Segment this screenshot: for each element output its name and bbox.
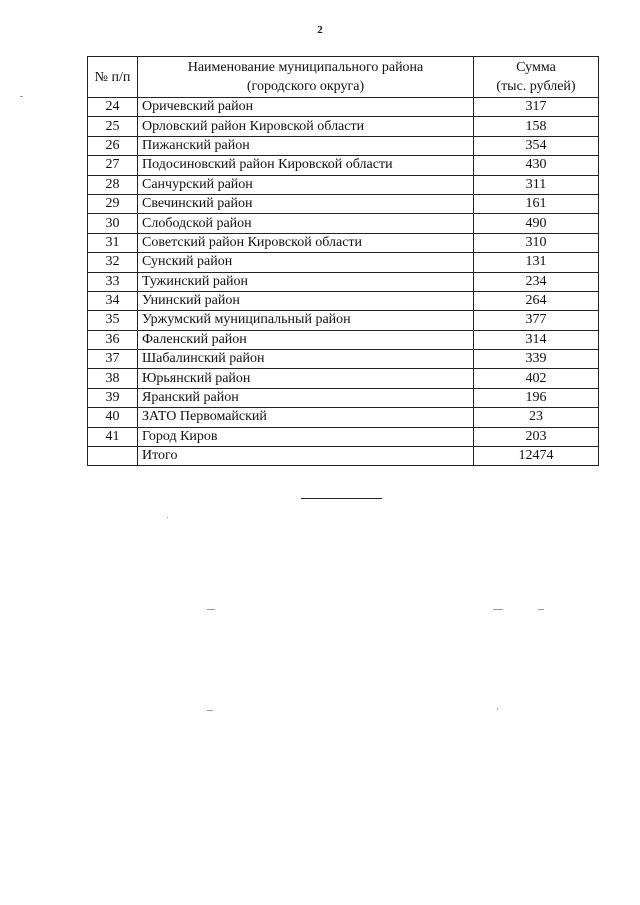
table-row bbox=[88, 136, 599, 155]
row-number: 29 bbox=[88, 194, 138, 213]
row-sum: 264 bbox=[474, 291, 599, 310]
row-sum: 354 bbox=[474, 136, 599, 155]
header-name-line1: Наименование муниципального района bbox=[187, 60, 424, 75]
row-number: 39 bbox=[88, 388, 138, 407]
row-sum: 234 bbox=[474, 272, 599, 291]
row-sum: 490 bbox=[474, 214, 599, 233]
total-number-cell bbox=[88, 447, 138, 466]
table-row bbox=[88, 175, 599, 194]
row-number: 34 bbox=[88, 291, 138, 310]
row-sum: 339 bbox=[474, 350, 599, 369]
table-row bbox=[88, 291, 599, 310]
row-number: 24 bbox=[88, 98, 138, 117]
table-row bbox=[88, 233, 599, 252]
row-sum: 23 bbox=[474, 408, 599, 427]
row-sum: 310 bbox=[474, 233, 599, 252]
row-district-name: Слободской район bbox=[138, 214, 474, 233]
row-sum: 158 bbox=[474, 117, 599, 136]
row-number: 25 bbox=[88, 117, 138, 136]
row-number: 38 bbox=[88, 369, 138, 388]
row-sum: 317 bbox=[474, 98, 599, 117]
table-row bbox=[88, 117, 599, 136]
table-row bbox=[88, 194, 599, 213]
header-name-line2: (городского округа) bbox=[246, 79, 365, 94]
table-row bbox=[88, 350, 599, 369]
row-sum: 131 bbox=[474, 253, 599, 272]
row-number: 32 bbox=[88, 253, 138, 272]
row-number: 26 bbox=[88, 136, 138, 155]
row-district-name: Уржумский муниципальный район bbox=[138, 311, 474, 330]
table-row bbox=[88, 311, 599, 330]
row-number: 30 bbox=[88, 214, 138, 233]
total-row bbox=[88, 447, 599, 466]
scan-speck bbox=[20, 96, 23, 97]
table-row bbox=[88, 369, 599, 388]
row-district-name: Свечинский район bbox=[138, 194, 474, 213]
row-number: 27 bbox=[88, 156, 138, 175]
scan-speck bbox=[538, 609, 544, 610]
table-header-row bbox=[88, 57, 599, 98]
row-district-name: Оричевский район bbox=[138, 98, 474, 117]
row-district-name: Фаленский район bbox=[138, 330, 474, 349]
row-sum: 196 bbox=[474, 388, 599, 407]
table-row bbox=[88, 214, 599, 233]
total-sum: 12474 bbox=[474, 447, 599, 466]
row-district-name: Яранский район bbox=[138, 388, 474, 407]
row-number: 35 bbox=[88, 311, 138, 330]
end-divider bbox=[301, 498, 382, 499]
row-district-name: Сунский район bbox=[138, 253, 474, 272]
row-district-name: Юрьянский район bbox=[138, 369, 474, 388]
row-sum: 161 bbox=[474, 194, 599, 213]
table-row bbox=[88, 427, 599, 446]
row-sum: 311 bbox=[474, 175, 599, 194]
table-row bbox=[88, 272, 599, 291]
row-district-name: Подосиновский район Кировской области bbox=[138, 156, 474, 175]
row-number: 40 bbox=[88, 408, 138, 427]
row-district-name: Пижанский район bbox=[138, 136, 474, 155]
header-sum-line2: (тыс. рублей) bbox=[496, 79, 576, 94]
row-district-name: ЗАТО Первомайский bbox=[138, 408, 474, 427]
row-sum: 203 bbox=[474, 427, 599, 446]
header-number: № п/п bbox=[88, 57, 138, 98]
row-number: 33 bbox=[88, 272, 138, 291]
page-number: 2 bbox=[317, 24, 323, 36]
header-sum bbox=[474, 57, 599, 98]
row-district-name: Санчурский район bbox=[138, 175, 474, 194]
row-sum: 377 bbox=[474, 311, 599, 330]
row-district-name: Советский район Кировской области bbox=[138, 233, 474, 252]
table-row bbox=[88, 330, 599, 349]
table-row bbox=[88, 253, 599, 272]
total-label: Итого bbox=[138, 447, 474, 466]
row-district-name: Тужинский район bbox=[138, 272, 474, 291]
districts-table bbox=[87, 56, 599, 466]
row-district-name: Унинский район bbox=[138, 291, 474, 310]
table-row bbox=[88, 408, 599, 427]
table-row bbox=[88, 388, 599, 407]
scan-speck bbox=[167, 517, 168, 518]
row-sum: 430 bbox=[474, 156, 599, 175]
table-row bbox=[88, 156, 599, 175]
scan-speck bbox=[207, 609, 215, 610]
scan-speck bbox=[207, 710, 213, 711]
header-sum-line1: Сумма bbox=[516, 60, 556, 75]
row-number: 31 bbox=[88, 233, 138, 252]
row-number: 28 bbox=[88, 175, 138, 194]
row-district-name: Город Киров bbox=[138, 427, 474, 446]
row-number: 36 bbox=[88, 330, 138, 349]
row-district-name: Шабалинский район bbox=[138, 350, 474, 369]
header-name bbox=[138, 57, 474, 98]
table-row bbox=[88, 98, 599, 117]
table-body bbox=[88, 98, 599, 447]
row-district-name: Орловский район Кировской области bbox=[138, 117, 474, 136]
row-sum: 402 bbox=[474, 369, 599, 388]
row-number: 37 bbox=[88, 350, 138, 369]
scan-speck bbox=[493, 609, 503, 610]
row-sum: 314 bbox=[474, 330, 599, 349]
scan-speck bbox=[497, 708, 498, 710]
row-number: 41 bbox=[88, 427, 138, 446]
